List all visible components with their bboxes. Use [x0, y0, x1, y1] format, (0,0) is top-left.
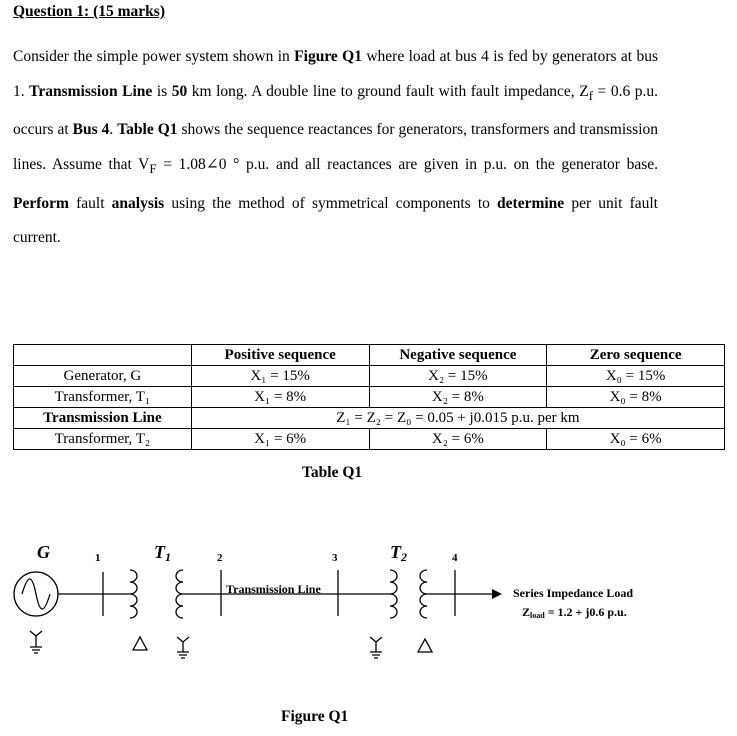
sine-icon [22, 579, 50, 609]
table-reference: Table Q1 [117, 121, 178, 139]
analysis-term: analysis [111, 194, 165, 212]
table-row [14, 429, 725, 450]
question-part: where load at bus 4 is fed by generators at bus 1. [13, 48, 658, 100]
t2-label [390, 542, 407, 564]
generator-wye-ground-icon [30, 631, 42, 653]
bus-1-label: 1 [95, 552, 101, 564]
load-value [522, 605, 627, 620]
question-part: km long. A double line to ground fault with fault impedance, Z [187, 82, 589, 100]
question-part: Consider the simple power system shown in [13, 48, 295, 65]
bus-4-label: 4 [452, 552, 458, 564]
t1-wye-ground-icon [177, 637, 189, 658]
vf-subscript: F [149, 160, 157, 176]
table-header-row [14, 345, 725, 366]
cell-line-impedance: Z₁ = Z₂ = Z₀ = 0.05 + j0.015 p.u. per km [191, 408, 724, 429]
t2-delta-icon [418, 639, 432, 652]
load-z-letter: Z [522, 605, 531, 619]
t1-label [154, 542, 171, 564]
t1-subscript: 1 [165, 550, 171, 564]
header-positive: Positive sequence [191, 345, 369, 366]
line-length: 50 [171, 82, 188, 100]
table-corner-cell [14, 345, 192, 366]
t2-subscript: 2 [401, 550, 407, 564]
table-row [14, 387, 725, 408]
transmission-line-term: Transmission Line [29, 82, 153, 100]
load-value-text: = 1.2 + j0.6 p.u. [544, 605, 627, 619]
question-text [13, 40, 658, 256]
question-part: shows the sequence reactances for generators, transformers and transmission lines. Assume that V [13, 121, 659, 173]
t2-letter: T [390, 542, 401, 562]
bus-2-label: 2 [217, 552, 223, 564]
row-label: Generator, G [14, 366, 192, 387]
t1-delta-icon [133, 637, 147, 650]
load-subscript: load [530, 611, 545, 620]
t1-primary-coil [130, 570, 137, 618]
load-title: Series Impedance Load [513, 586, 633, 600]
one-line-diagram [0, 530, 737, 700]
row-label: Transformer, T₁ [14, 387, 192, 408]
cell-positive: X₁ = 8% [191, 387, 369, 408]
question-part: per unit fault current. [13, 194, 658, 247]
table-row [14, 366, 725, 387]
cell-negative: X₂ = 15% [369, 366, 547, 387]
cell-positive: X₁ = 15% [191, 366, 369, 387]
cell-negative: X₂ = 8% [369, 387, 547, 408]
question-part: = 0.6 p.u. occurs at [13, 82, 659, 139]
t2-primary-coil [390, 570, 397, 618]
zf-subscript: f [588, 87, 594, 103]
cell-positive: X₁ = 6% [191, 429, 369, 450]
sequence-table [13, 344, 725, 450]
question-part: is [152, 82, 172, 100]
question-part: . [109, 121, 118, 139]
row-label: Transformer, T₂ [14, 429, 192, 450]
bus-reference: Bus 4 [72, 121, 110, 139]
perform-term: Perform [13, 194, 69, 212]
cell-negative: X₂ = 6% [369, 429, 547, 450]
header-negative: Negative sequence [369, 345, 547, 366]
header-zero: Zero sequence [547, 345, 725, 366]
question-part: = 1.08∠0 ° p.u. and all reactances are given in p.u. on the generator base. [156, 155, 658, 173]
figure-caption: Figure Q1 [281, 708, 349, 725]
cell-zero: X₀ = 8% [547, 387, 725, 408]
t2-wye-ground-icon [370, 637, 382, 658]
question-heading: Question 1: (15 marks) [13, 3, 165, 20]
load-arrow-icon [492, 589, 502, 599]
cell-zero: X₀ = 6% [547, 429, 725, 450]
determine-term: determine [497, 194, 565, 212]
row-label: Transmission Line [14, 408, 192, 429]
t1-secondary-coil [176, 570, 183, 618]
cell-zero: X₀ = 15% [547, 366, 725, 387]
t2-secondary-coil [420, 570, 427, 618]
t1-letter: T [154, 542, 165, 562]
table-caption: Table Q1 [302, 464, 363, 481]
transmission-line-label: Transmission Line [226, 582, 321, 596]
figure-reference: Figure Q1 [294, 48, 362, 65]
generator-label: G [37, 542, 50, 562]
question-part: fault [68, 194, 112, 212]
table-row [14, 408, 725, 429]
bus-3-label: 3 [332, 552, 338, 564]
question-part: using the method of symmetrical components to [164, 194, 498, 212]
